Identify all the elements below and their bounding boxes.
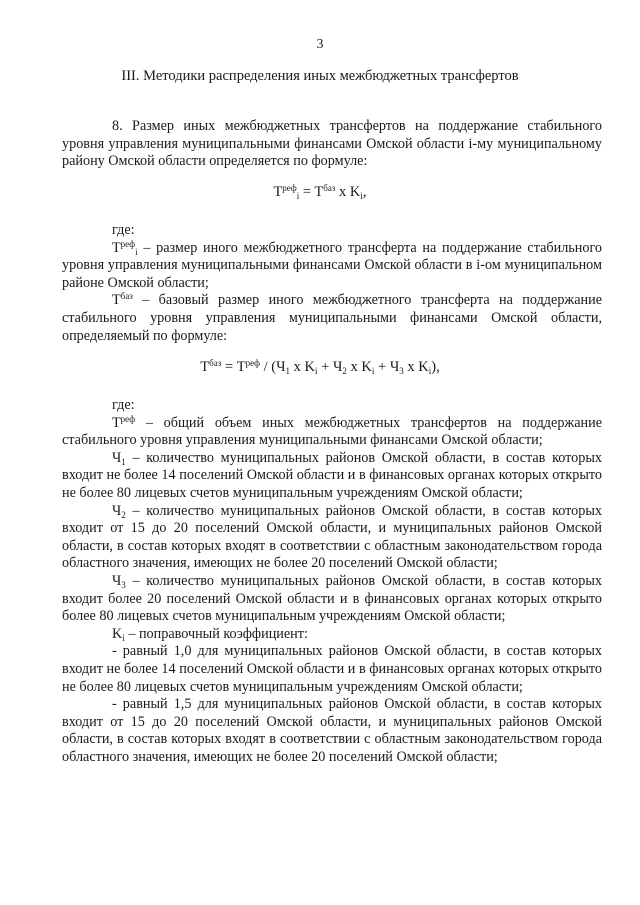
definition-superscript: реф xyxy=(120,413,136,424)
coefficient-item-2: - равный 1,5 для муниципальных районов Омской области, в состав которых входит от 15 до 20 поселений Омской области, и муниципальных районов Омской области, в состав которых входят в соответствии с областным законодательством города областного значения, имеющих не более 20 поселений Омской области; xyxy=(62,696,602,765)
paragraph-8-text: 8. Размер иных межбюджетных трансфертов на поддержание стабильного уровня управления муниципальными финансами Омской области i-му муниципальному району Омской области определяется по формуле: xyxy=(62,118,602,170)
formula-symbol: + Ч xyxy=(317,359,343,375)
definition-t-ref-i xyxy=(62,240,602,293)
definitions-block-1 xyxy=(62,222,602,345)
formula-subscript: i xyxy=(296,191,300,201)
formula-subscript: i xyxy=(428,366,432,376)
definition-subscript: i xyxy=(122,632,125,643)
definition-subscript: i xyxy=(135,246,138,257)
formula-symbol: = T xyxy=(299,184,324,200)
definition-text: – количество муниципальных районов Омской области, в состав которых входит от 15 до 20 поселений Омской области, и муниципальных районов Омской области, в состав которых входят в соответствии с областным законодательством города областного значения, имеющих не более 20 поселений Омской области; xyxy=(62,502,602,572)
formula-symbol: / (Ч xyxy=(260,359,286,375)
definition-symbol: T xyxy=(112,292,121,309)
definition-text: – количество муниципальных районов Омской области, в состав которых входит более 20 поселений Омской области и в финансовых органах которых открыто более 80 лицевых счетов муниципальным учреждениям Омской области; xyxy=(62,572,602,625)
definition-subscript: 1 xyxy=(121,456,126,467)
formula-subscript: i xyxy=(371,366,375,376)
formula-superscript: реф xyxy=(245,358,260,368)
definition-text: – количество муниципальных районов Омской области, в состав которых входит не более 14 поселений Омской области и в финансовых органах которых открыто не более 80 лицевых счетов муниципальным учреждениям Омской области; xyxy=(62,449,602,501)
formula-superscript: реф xyxy=(282,183,297,193)
formula-punct: ), xyxy=(431,359,440,375)
formula-subscript: i xyxy=(360,191,363,201)
definition-symbol: T xyxy=(112,414,121,431)
definition-symbol: T xyxy=(112,239,121,256)
definitions-block-2 xyxy=(62,397,602,766)
definition-ch2 xyxy=(62,503,602,573)
formula-symbol: x K xyxy=(346,359,372,375)
where-label: где: xyxy=(112,222,135,238)
formula-symbol: + Ч xyxy=(374,359,400,375)
formula-symbol: x K xyxy=(335,184,361,200)
formula-superscript: баз xyxy=(323,183,336,193)
formula-transfer-ref xyxy=(0,184,640,202)
formula-symbol: x K xyxy=(290,359,316,375)
formula-symbol: x K xyxy=(403,359,429,375)
paragraph-8 xyxy=(62,118,602,171)
formula-subscript: 1 xyxy=(285,366,291,376)
formula-symbol: = T xyxy=(221,359,246,375)
definition-ch3 xyxy=(62,573,602,626)
definition-text: – базовый размер иного межбюджетного трансферта на поддержание стабильного уровня управления муниципальными финансами Омской области, определяемый по формуле: xyxy=(62,292,602,344)
formula-superscript: баз xyxy=(209,358,222,368)
definition-subscript: 2 xyxy=(121,509,126,520)
formula-symbol: T xyxy=(273,184,283,200)
section-title: III. Методики распределения иных межбюджетных трансфертов xyxy=(121,68,519,84)
formula-transfer-baz xyxy=(0,359,640,377)
definition-symbol: Ч xyxy=(112,572,122,589)
coefficient-item-1: - равный 1,0 для муниципальных районов Омской области, в состав которых входит не более 14 поселений Омской области и в финансовых органах которых открыто не более 80 лицевых счетов муниципальным учреждениям Омской области; xyxy=(62,643,602,695)
page-number: 3 xyxy=(316,37,324,52)
formula-subscript: 2 xyxy=(342,366,347,376)
formula-punct: , xyxy=(362,184,367,200)
definition-t-ref xyxy=(62,415,602,450)
definition-t-baz xyxy=(62,292,602,345)
definition-symbol: Ч xyxy=(112,449,122,466)
definition-superscript: баз xyxy=(120,291,133,302)
definition-superscript: реф xyxy=(120,238,136,249)
formula-symbol: T xyxy=(200,359,210,375)
definition-text: – поправочный коэффициент: xyxy=(124,625,308,642)
formula-subscript: 3 xyxy=(399,366,404,376)
definition-text: – размер иного межбюджетного трансферта на поддержание стабильного уровня управления муниципальными финансами Омской области в i-ом муниципальном районе Омской области; xyxy=(62,239,602,291)
definition-symbol: K xyxy=(112,625,123,642)
definition-ch1 xyxy=(62,450,602,503)
definition-symbol: Ч xyxy=(112,502,122,519)
where-label: где: xyxy=(112,397,135,413)
definition-ki xyxy=(62,626,602,644)
definition-subscript: 3 xyxy=(121,579,126,590)
formula-subscript: i xyxy=(315,366,318,376)
definition-text: – общий объем иных межбюджетных трансфертов на поддержание стабильного уровня управления муниципальными финансами Омской области; xyxy=(62,414,602,449)
